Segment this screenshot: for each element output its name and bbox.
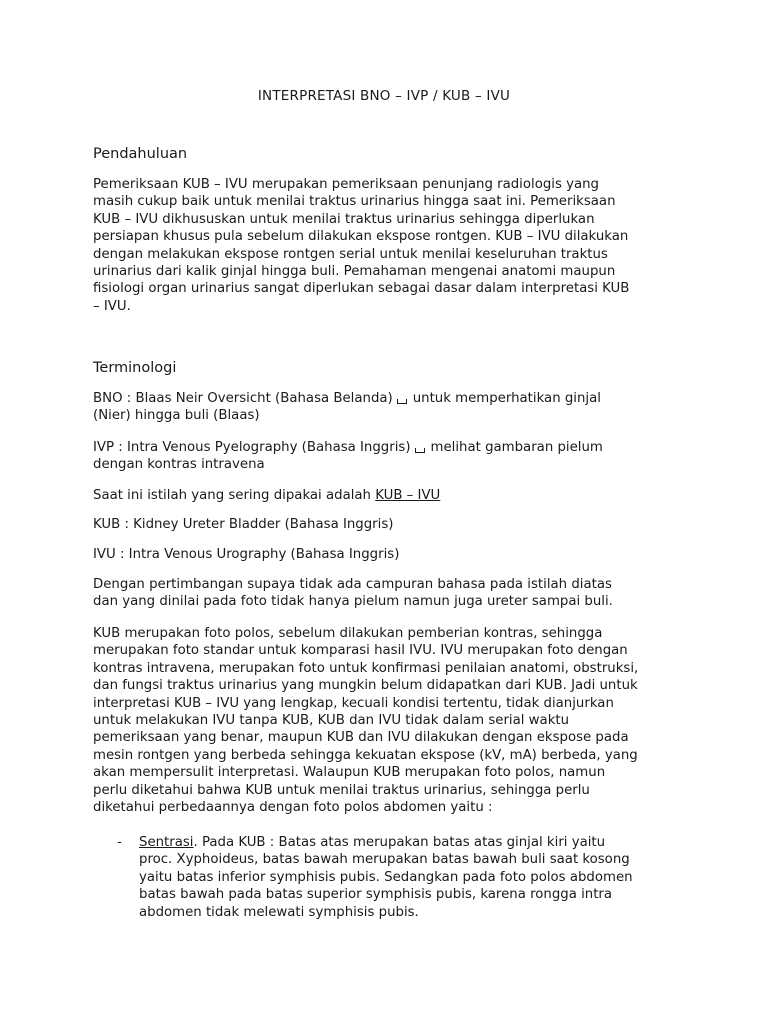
text-line [93,487,683,504]
text-line: fisiologi organ urinarius sangat diperlukan sebagai dasar dalam interpretasi KUB [93,281,630,297]
text-line: persiapan khusus pula sebelum dilakukan ekspose rontgen. KUB – IVU dilakukan [93,229,629,245]
text-line: masih cukup baik untuk menilai traktus urinarius hingga saat ini. Pemeriksaan [93,194,616,210]
bullet-dash: - [117,835,122,850]
text-line: dengan kontras intravena [93,457,265,473]
text-line: dengan melakukan ekspose rontgen serial untuk menilai keseluruhan traktus [93,246,608,262]
text-line: (Nier) hingga buli (Blaas) [93,408,260,424]
text-line: interpretasi KUB – IVU yang lengkap, kecuali kondisi tertentu, tidak dianjurkan [93,695,614,711]
text-line: Dengan pertimbangan supaya tidak ada campuran bahasa pada istilah diatas [93,577,612,592]
ivp-definition [93,439,683,474]
text-line: – IVU. [93,298,131,314]
arrow-icon [415,444,425,454]
text-line: akan mempersulit interpretasi. Walaupun KUB merupakan foto polos, namun [93,765,606,781]
text-line: IVU : Intra Venous Urography (Bahasa Inggris) [93,547,400,562]
text-line: KUB : Kidney Ureter Bladder (Bahasa Inggris) [93,517,394,532]
text-line: untuk melakukan IVU tanpa KUB, KUB dan IVU tidak dalam serial waktu [93,713,570,729]
text-line: Pemeriksaan KUB – IVU merupakan pemeriksaan penunjang radiologis yang [93,177,600,192]
kub-definition [93,516,683,533]
text-line [93,390,683,407]
istilah-text: Saat ini istilah yang sering dipakai adalah [93,488,376,503]
text-line: dan fungsi traktus urinarius yang mungkin belum didapatkan dari KUB. Jadi untuk [93,678,638,694]
pendahuluan-paragraph [93,176,683,315]
text-line: kontras intravena, merupakan foto untuk konfirmasi penilaian anatomi, obstruksi, [93,660,639,676]
bno-term: BNO : Blaas Neir Oversicht (Bahasa Belanda) [93,391,393,406]
istilah-line [93,487,683,504]
text-line: dan yang dinilai pada foto tidak hanya pielum namun juga ureter sampai buli. [93,594,613,610]
text-line: urinarius dari kalik ginjal hingga buli. Pemahaman mengenai anatomi maupun [93,264,616,280]
text-line: diketahui perbedaannya dengan foto polos abdomen yaitu : [93,800,493,816]
text-line: batas bawah pada batas superior symphisis pubis, karena rongga intra [139,887,613,903]
istilah-underlined-term: KUB – IVU [375,488,441,503]
text-line: mesin rontgen yang berbeda sehingga kekuatan ekspose (kV, mA) berbeda, yang [93,747,638,763]
ivp-term: IVP : Intra Venous Pyelography (Bahasa Inggris) [93,440,411,455]
ivp-meaning: melihat gambaran pielum [430,440,603,455]
text-line: abdomen tidak melewati symphisis pubis. [139,904,419,920]
text-line: perlu diketahui bahwa KUB untuk menilai traktus urinarius, sehingga perlu [93,782,590,798]
bullet-first-line: . Pada KUB : Batas atas merupakan batas atas ginjal kiri yaitu [193,835,606,850]
bullet-term: Sentrasi [139,835,194,850]
text-line: yaitu batas inferior symphisis pubis. Sedangkan pada foto polos abdomen [139,869,633,885]
text-line [139,834,679,851]
text-line: merupakan foto standar untuk komparasi hasil IVU. IVU merupakan foto dengan [93,643,628,659]
bno-meaning: untuk memperhatikan ginjal [412,391,601,406]
document-title: INTERPRETASI BNO – IVP / KUB – IVU [257,88,511,104]
text-line: proc. Xyphoideus, batas bawah merupakan batas bawah buli saat kosong [139,852,630,868]
text-line: pemeriksaan yang benar, maupun KUB dan IVU dilakukan dengan ekspose pada [93,730,629,746]
text-line: KUB merupakan foto polos, sebelum dilakukan pemberian kontras, sehingga [93,626,603,641]
section-heading-pendahuluan: Pendahuluan [93,146,188,162]
kub-explanation-paragraph [93,625,683,816]
ivu-definition [93,546,683,563]
arrow-icon [397,395,407,405]
bno-definition [93,390,683,425]
bullet-item-sentrasi [139,834,679,921]
text-line: KUB – IVU dikhususkan untuk menilai traktus urinarius sehingga diperlukan [93,211,595,227]
section-heading-terminologi: Terminologi [93,360,177,376]
pertimbangan-paragraph [93,576,683,611]
text-line [93,439,683,456]
